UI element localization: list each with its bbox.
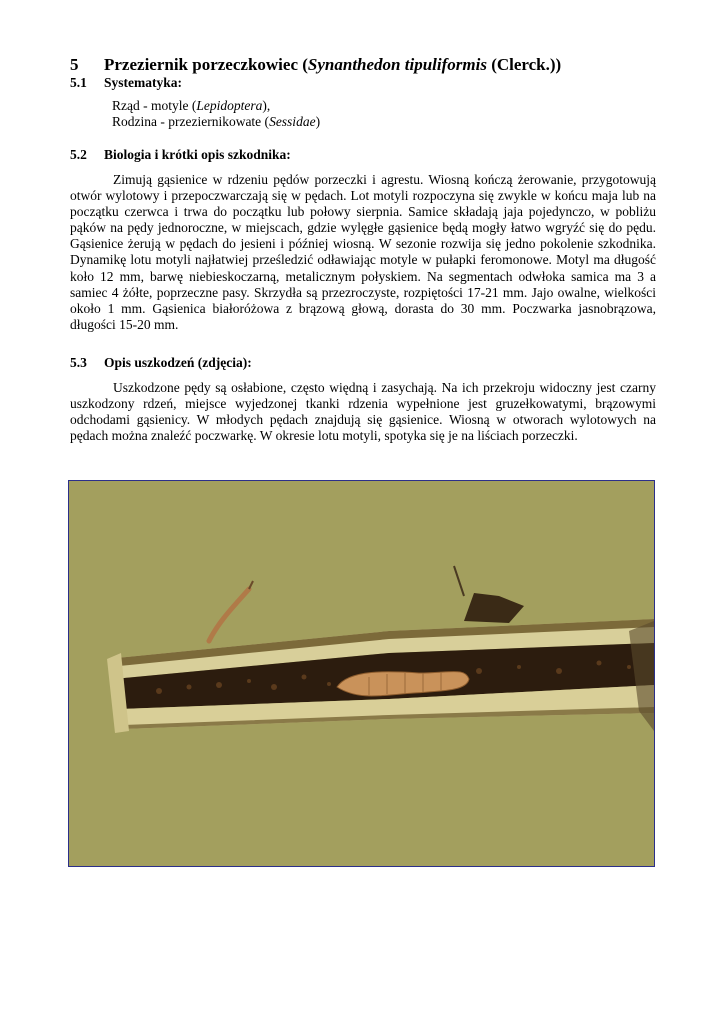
section-title-suffix: (Clerck.)) xyxy=(486,55,562,74)
damaged-shoot-photo xyxy=(68,480,655,867)
damage-paragraph: Uszkodzone pędy są osłabione, często więdną i zasychają. Na ich przekroju widoczny jest czarny uszkodzony rdzeń, miejsce wyjedzonej tkanki rdzenia wypełnione jest gruzełkowatymi, brązowymi odchodami gąsienicy. W młodych pędach znajdują się gąsienice. Wiosną w otworach wylotowych na pędach można znaleźć poczwarkę. W okresie lotu motyli, spotyka się je na liściach porzeczki. xyxy=(70,380,656,444)
section-title-latin-name: Synanthedon tipuliformis xyxy=(307,55,487,74)
damage-heading xyxy=(70,355,252,371)
section-title-prefix: Przeziernik porzeczkowiec ( xyxy=(104,55,308,74)
shoot-cross-section-image xyxy=(69,481,654,866)
family-latin-name: Sessidae xyxy=(269,114,316,129)
systematics-number: 5.1 xyxy=(70,75,87,90)
biology-heading-text: Biologia i krótki opis szkodnika: xyxy=(104,147,291,162)
order-suffix: ), xyxy=(262,98,271,113)
order-latin-name: Lepidoptera xyxy=(196,98,263,113)
damage-number: 5.3 xyxy=(70,355,87,370)
family-prefix: Rodzina - przeziernikowate ( xyxy=(112,114,270,129)
section-heading xyxy=(70,55,561,75)
damage-heading-text: Opis uszkodzeń (zdjęcia): xyxy=(104,355,252,370)
biology-number: 5.2 xyxy=(70,147,87,162)
section-number: 5 xyxy=(70,55,79,74)
systematics-family xyxy=(112,114,320,130)
systematics-order xyxy=(112,98,270,114)
systematics-heading-text: Systematyka: xyxy=(104,75,182,90)
order-prefix: Rząd - motyle ( xyxy=(112,98,197,113)
biology-paragraph: Zimują gąsienice w rdzeniu pędów porzeczki i agrestu. Wiosną kończą żerowanie, przygotowują otwór wylotowy i przepoczwarczają się w pędach. Lot motyli rozpoczyna się zwykle w końcu maja lub na początku czerwca i trwa do początku lub połowy sierpnia. Samice składają jaja pojedynczo, w pobliżu pąków na pędy jednoroczne, w miejscach, gdzie wylęgłe gąsienice będą mogły łatwo wgryźć się do pędu. Gąsienice żerują w pędach do jesieni i później wiosną. W sezonie rozwija się jedno pokolenie szkodnika. Dynamikę lotu motyli najłatwiej prześledzić odławiając motyle w pułapki feromonowe. Motyl ma długość koło 12 mm, barwę niebieskoczarną, metalicznym połyskiem. Na segmentach odwłoka samica ma 3 a samiec 4 żółte, poprzeczne pasy. Skrzydła są przezroczyste, rozpiętości 17-21 mm. Jajo owalne, wielkości około 1 mm. Gąsienica białoróżowa z brązową głową, dorasta do 30 mm. Poczwarka jasnobrązowa, długości 15-20 mm. xyxy=(70,172,656,332)
biology-heading xyxy=(70,147,291,163)
systematics-heading xyxy=(70,75,182,91)
family-suffix: ) xyxy=(315,114,321,129)
